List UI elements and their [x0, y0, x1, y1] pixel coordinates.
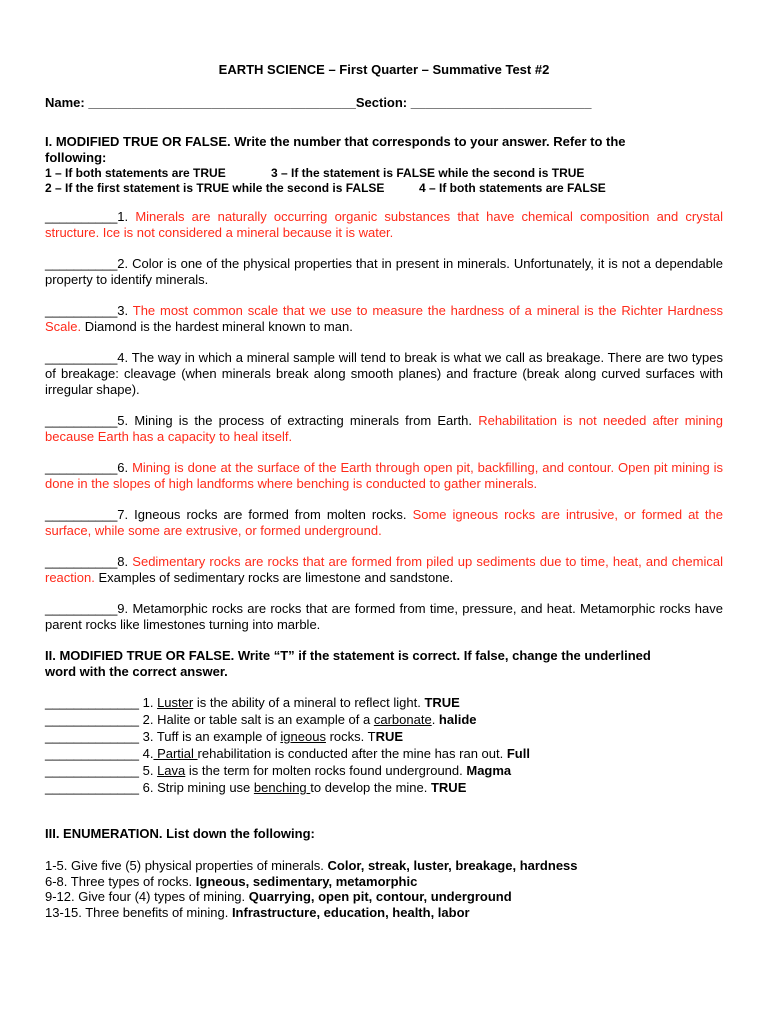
part1-heading: [45, 134, 723, 166]
part2-items: [45, 694, 723, 796]
part3-heading: III. ENUMERATION. List down the following:: [45, 826, 315, 841]
underlined-word: Lava: [157, 763, 186, 778]
underlined-word: benching: [253, 780, 311, 795]
answer-blank: __________1.: [45, 209, 129, 224]
answer-blank: __________5.: [45, 413, 129, 428]
answer-blank: _____________: [45, 729, 139, 744]
statement-text: Color is one of the physical properties that in present in minerals. Unfortunately, it is not a dependable property to identify minerals.: [45, 256, 723, 287]
part1-items: [45, 209, 723, 633]
part1-item: [45, 460, 723, 492]
answer-blank: __________6.: [45, 460, 129, 475]
answer-blank: __________7.: [45, 507, 129, 522]
name-section-line: Name: _____________________________________Section: _________________________: [45, 95, 592, 110]
legend-3: 3 – If the statement is FALSE while the second is TRUE: [271, 166, 585, 180]
underlined-word: igneous: [280, 729, 326, 744]
part1-item: [45, 601, 723, 633]
highlighted-statement: Rehabilitation is not needed after mining because Earth has a capacity to heal itself.: [45, 413, 724, 444]
part2-item: [45, 728, 723, 745]
highlighted-statement: The most common scale that we use to measure the hardness of a mineral is the Richter Hardness Scale.: [45, 303, 723, 334]
answer-text: Magma: [462, 763, 512, 778]
enum-answer: Color, streak, luster, breakage, hardness: [327, 858, 578, 873]
answer-blank: _____________: [45, 780, 139, 795]
statement-text: The way in which a mineral sample will tend to break is what we call as breakage. There are two types of breakage: cleavage (when minerals break along smooth planes) and fracture (break along curved surfaces with irregular shape).: [45, 350, 723, 397]
enum-question: 13-15. Three benefits of mining.: [45, 904, 232, 920]
answer-blank: _____________: [45, 746, 139, 761]
part2-section: [45, 648, 723, 796]
enum-answer: Igneous, sedimentary, metamorphic: [195, 873, 418, 889]
enum-answer: Quarrying, open pit, contour, underground: [248, 889, 512, 904]
underlined-word: carbonate: [373, 712, 432, 727]
underlined-word: Partial: [153, 746, 198, 761]
answer-text: Full: [503, 746, 530, 761]
highlighted-statement: Mining is done at the surface of the Earth through open pit, backfilling, and contour. Open pit mining is done in the slopes of high landforms where benching is conducted to gather minerals.: [45, 460, 723, 491]
statement-text: Igneous rocks are formed from molten rocks.: [128, 507, 407, 522]
statement-text: rocks. T: [325, 729, 376, 744]
part3-items: [45, 858, 723, 920]
answer-text: RUE: [375, 729, 404, 744]
part1-heading-line1: I. MODIFIED TRUE OR FALSE. Write the number that corresponds to your answer. Refer to the: [45, 134, 626, 149]
part1-item: [45, 303, 723, 335]
part1-section: [45, 134, 723, 633]
part1-item: [45, 350, 723, 398]
statement-text: Metamorphic rocks are rocks that are formed from time, pressure, and heat. Metamorphic rocks have parent rocks like limestones turning into marble.: [45, 601, 723, 632]
answer-blank: __________2.: [45, 256, 129, 271]
legend-4: 4 – If both statements are FALSE: [419, 181, 606, 195]
part2-item: [45, 779, 723, 796]
page-title: EARTH SCIENCE – First Quarter – Summative Test #2: [218, 62, 550, 77]
enum-question: 9-12. Give four (4) types of mining.: [45, 889, 249, 904]
part2-heading-line2: word with the correct answer.: [45, 664, 228, 679]
statement-text: 4.: [139, 746, 154, 761]
part2-heading-line1: II. MODIFIED TRUE OR FALSE. Write “T” if the statement is correct. If false, change the underlined: [45, 648, 651, 663]
part2-item: [45, 762, 723, 779]
statement-text: 1.: [139, 695, 158, 710]
answer-blank: __________3.: [45, 303, 129, 318]
highlighted-statement: Minerals are naturally occurring organic substances that have chemical composition and crystal structure. Ice is not considered a mineral because it is water.: [45, 209, 723, 240]
statement-text: 2. Halite or table salt is an example of a: [139, 712, 374, 727]
statement-text: is the ability of a mineral to reflect light.: [193, 695, 421, 710]
enum-answer: Infrastructure, education, health, labor: [231, 904, 470, 920]
part1-item: [45, 507, 723, 539]
statement-text: to develop the mine.: [310, 780, 428, 795]
statement-text: Examples of sedimentary rocks are limestone and sandstone.: [94, 570, 454, 585]
test-page: [45, 62, 723, 920]
enum-question: 6-8. Three types of rocks.: [45, 873, 196, 889]
statement-text: .: [431, 712, 436, 727]
part1-item: [45, 209, 723, 241]
statement-text: Mining is the process of extracting minerals from Earth.: [128, 413, 473, 428]
part3-item: [45, 858, 723, 874]
legend-row-2: [45, 181, 723, 196]
answer-blank: _____________: [45, 763, 139, 778]
part2-heading: [45, 648, 723, 680]
answer-text: TRUE: [427, 780, 467, 795]
part2-item: [45, 711, 723, 728]
legend-2: 2 – If the first statement is TRUE while the second is FALSE: [45, 181, 385, 195]
part3-item: [45, 905, 723, 921]
part1-item: [45, 554, 723, 586]
answer-blank: __________4.: [45, 350, 129, 365]
statement-text: 6. Strip mining use: [139, 780, 254, 795]
answer-blank: __________8.: [45, 554, 129, 569]
underlined-word: Luster: [157, 695, 194, 710]
enum-question: 1-5. Give five (5) physical properties of minerals.: [45, 858, 328, 873]
statement-text: is the term for molten rocks found underground.: [185, 763, 463, 778]
part1-heading-line2: following:: [45, 150, 107, 165]
highlighted-statement: Some igneous rocks are intrusive, or formed at the surface, while some are extrusive, or formed underground.: [45, 507, 723, 538]
part2-item: [45, 694, 723, 711]
part3-item: [45, 874, 723, 890]
statement-text: rehabilitation is conducted after the mine has ran out.: [197, 746, 504, 761]
part3-section: [45, 826, 723, 920]
legend-1: 1 – If both statements are TRUE: [45, 166, 226, 180]
highlighted-statement: Sedimentary rocks are rocks that are formed from piled up sediments due to time, heat, and chemical reaction.: [45, 554, 723, 585]
statement-text: 3. Tuff is an example of: [139, 729, 281, 744]
part2-item: [45, 745, 723, 762]
part1-item: [45, 256, 723, 288]
answer-blank: _____________: [45, 712, 139, 727]
part3-item: [45, 889, 723, 905]
legend-row-1: [45, 166, 723, 181]
answer-blank: _____________: [45, 695, 139, 710]
answer-blank: __________9.: [45, 601, 129, 616]
part1-item: [45, 413, 723, 445]
statement-text: 5.: [139, 763, 158, 778]
answer-text: halide: [435, 712, 477, 727]
statement-text: Diamond is the hardest mineral known to man.: [81, 319, 353, 334]
answer-text: TRUE: [420, 695, 460, 710]
